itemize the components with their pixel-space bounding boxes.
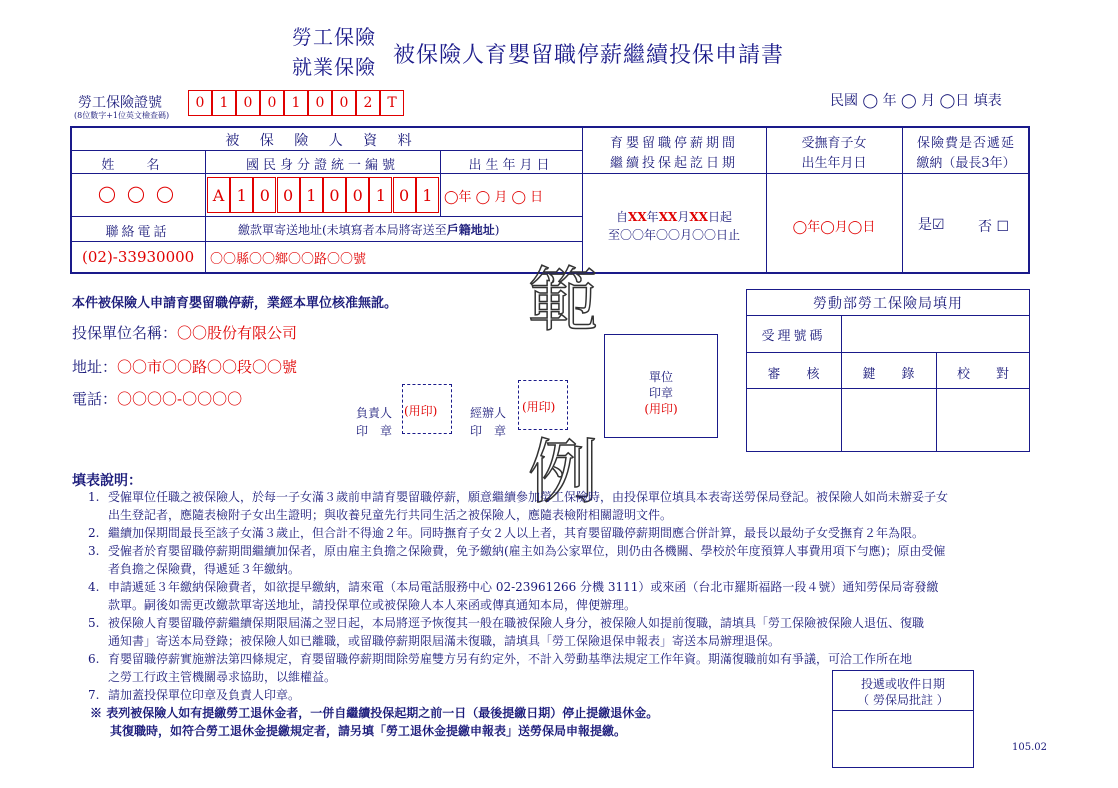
section-title: 被 保 險 人 資 料: [225, 133, 420, 149]
period-end: 至〇〇年〇〇月〇〇日止: [607, 228, 740, 242]
cert-digit-box: T: [380, 90, 404, 116]
fill-date: 民國 ◯ 年 ◯ 月 ◯日 填表: [830, 93, 1002, 109]
instruction-item: [88, 524, 1048, 542]
unit-address: 地址：〇〇市〇〇路〇〇段〇〇號: [72, 358, 298, 376]
instruction-number: 3.: [88, 544, 100, 558]
cert-digit-box: 0: [236, 90, 260, 116]
cert-digit-box: 2: [356, 90, 380, 116]
handler-label-2: 印 章: [470, 424, 507, 438]
period-start: 自XX年XX月XX日起: [616, 210, 732, 224]
instruction-number: 2.: [88, 526, 100, 540]
col-child-2: 出生年月日: [801, 156, 867, 171]
col-id: 國民身分證統一編號: [245, 158, 399, 173]
col-name: 姓 名: [101, 158, 174, 173]
id-digit-box: 0: [253, 177, 276, 213]
responsible-label-1: 負責人: [356, 406, 393, 420]
cert-digit-box: 0: [260, 90, 284, 116]
cert-note: (8位數字+1位英文檢查碼): [74, 111, 170, 120]
col-period-2: 繼續投保起訖日期: [609, 156, 738, 171]
instruction-number: 1.: [88, 490, 100, 504]
col-period-1: 育嬰留職停薪期間: [609, 136, 738, 151]
instruction-number: 4.: [88, 580, 100, 594]
review-label: 審 核: [767, 367, 820, 382]
instruction-line: 之勞工行政主管機關尋求協助，以維權益。: [108, 670, 337, 684]
receive-date-note: （ 勞保局批註 ）: [857, 693, 949, 707]
responsible-label-2: 印 章: [356, 424, 393, 438]
birth-value: ◯年 ◯ 月 ◯ 日: [444, 190, 544, 205]
keyin-label: 鍵 錄: [862, 367, 915, 382]
address-value: 〇〇縣〇〇鄉〇〇路〇〇號: [210, 252, 367, 267]
col-defer-1: 保險費是否遞延: [916, 136, 1015, 151]
instruction-number: 5.: [88, 616, 100, 630]
page-title: 被保險人育嬰留職停薪繼續投保申請書: [393, 43, 785, 68]
instruction-line: 繼續加保期間最長至該子女滿３歲止，但合計不得逾２年。同時撫育子女２人以上者，其育嬰留職停薪期間應合併計算，最長以最幼子女受撫育２年為限。: [108, 526, 925, 540]
instruction-item: [88, 488, 1048, 524]
id-digit-box: 0: [277, 177, 300, 213]
instruction-line: 受僱單位任職之被保險人，於每一子女滿３歲前申請育嬰留職停薪，願意繼續參加勞工保險時，由投保單位填具本表寄送勞保局登記。被保險人如尚未辦妥子女: [108, 490, 949, 504]
id-digit-box: 1: [230, 177, 253, 213]
cert-digit-box: 0: [308, 90, 332, 116]
cert-digit-box: 0: [188, 90, 212, 116]
check-label: 校 對: [956, 367, 1009, 382]
handler-label-1: 經辦人: [470, 406, 507, 420]
employer-verify-note: 本件被保險人申請育嬰留職停薪，業經本單位核准無訛。: [72, 296, 398, 311]
instruction-line: 申請遞延３年繳納保險費者，如欲提早繳納，請來電（本局電話服務中心 02-23961266 分機 3111）或來函（台北市羅斯福路一段４號）通知勞保局寄發繳: [108, 580, 939, 594]
instruction-line: 者負擔之保險費，得遞延３年繳納。: [108, 562, 301, 576]
instruction-item: [88, 578, 1048, 614]
instruction-number: 6.: [88, 652, 100, 666]
watermark-li: 例: [528, 431, 598, 513]
defer-yes-checkbox[interactable]: 是☑: [918, 217, 945, 233]
col-defer-2: 繳納（最長3年）: [916, 156, 1016, 171]
cert-digit-box: 0: [332, 90, 356, 116]
unit-seal-label-1: 單位: [648, 370, 673, 384]
defer-no-checkbox[interactable]: 否 ☐: [978, 219, 1010, 235]
handler-seal-use: (用印): [522, 400, 556, 414]
child-birth-value: ◯年◯月◯日: [792, 220, 876, 235]
title-employment-insurance: 就業保險: [292, 55, 376, 79]
instruction-item: [88, 542, 1048, 578]
instruction-line: 款單。嗣後如需更改繳款單寄送地址，請投保單位或被保險人本人來函或傳真通知本局，俾便辦理。: [108, 598, 637, 612]
col-child-1: 受撫育子女: [801, 136, 867, 151]
responsible-seal-use: (用印): [404, 404, 438, 418]
cert-digit-box: 1: [212, 90, 236, 116]
instruction-line: 出生登記者，應隨表檢附子女出生證明；與收養兒童先行共同生活之被保險人，應隨表檢附相關證明文件。: [108, 508, 673, 522]
id-digit-box: 1: [300, 177, 323, 213]
id-digit-box: 1: [369, 177, 392, 213]
instruction-line: 受僱者於育嬰留職停薪期間繼續加保者，原由雇主負擔之保險費，免予繳納(雇主如為公家單位，則仍由各機關、學校於年度預算人事費用項下勻應)；原由受僱: [108, 544, 946, 558]
cert-label: 勞工保險證號: [78, 95, 162, 111]
id-digit-box: 1: [416, 177, 439, 213]
name-value: ◯ ◯ ◯: [98, 184, 177, 203]
instruction-item: [88, 614, 1048, 650]
cert-digit-box: 1: [284, 90, 308, 116]
id-digit-box: 0: [346, 177, 369, 213]
note-line-2: 其復職時，如符合勞工退休金提繳規定者，請另填「勞工退休金提繳申報表」送勞保局申報提繳。: [110, 724, 627, 738]
instruction-line: 通知書」寄送本局登錄；被保險人如已離職，或留職停薪期限屆滿未復職，請填具「勞工保險退保申報表」寄送本局辦理退保。: [108, 634, 781, 648]
unit-name: 投保單位名稱：〇〇股份有限公司: [72, 324, 298, 342]
instructions-heading: 填表說明：: [72, 473, 142, 489]
bureau-title: 勞動部勞工保險局填用: [813, 296, 963, 312]
instruction-line: 育嬰留職停薪實施辦法第四條規定，育嬰留職停薪期間除勞雇雙方另有約定外，不計入勞動基準法規定工作年資。期滿復職前如有爭議，可洽工作所在地: [108, 652, 913, 666]
watermark-fan: 範: [528, 259, 598, 341]
col-birth: 出生年月日: [468, 158, 554, 173]
phone-value: (02)-33930000: [82, 248, 195, 266]
address-label: 繳款單寄送地址(未填寫者本局將寄送至戶籍地址): [238, 223, 500, 237]
title-labor-insurance: 勞工保險: [292, 25, 376, 49]
receive-date-label: 投遞或收件日期: [860, 677, 945, 691]
instruction-line: 請加蓋投保單位印章及負責人印章。: [108, 688, 301, 702]
unit-seal-label-2: 印章: [648, 386, 673, 400]
id-digit-box: 0: [323, 177, 346, 213]
receipt-no-label: 受理號碼: [761, 329, 826, 344]
unit-phone: 電話：〇〇〇〇-〇〇〇〇: [72, 390, 243, 408]
phone-label: 聯絡電話: [105, 225, 170, 240]
unit-seal-use: (用印): [644, 402, 678, 416]
form-version: 105.02: [1012, 742, 1047, 753]
instruction-number: 7.: [88, 688, 100, 702]
note-line-1: ※ 表列被保險人如有提繳勞工退休金者，一併自繼續投保起期之前一日（最後提繳日期）停止提繳退休金。: [90, 706, 659, 720]
id-digit-box: A: [207, 177, 230, 213]
instruction-line: 被保險人育嬰留職停薪繼續保期限屆滿之翌日起，本局將逕予恢復其一般在職被保險人身分，被保險人如提前復職，請填具「勞工保險被保險人退伍、復職: [108, 616, 925, 630]
id-digit-box: 0: [393, 177, 416, 213]
